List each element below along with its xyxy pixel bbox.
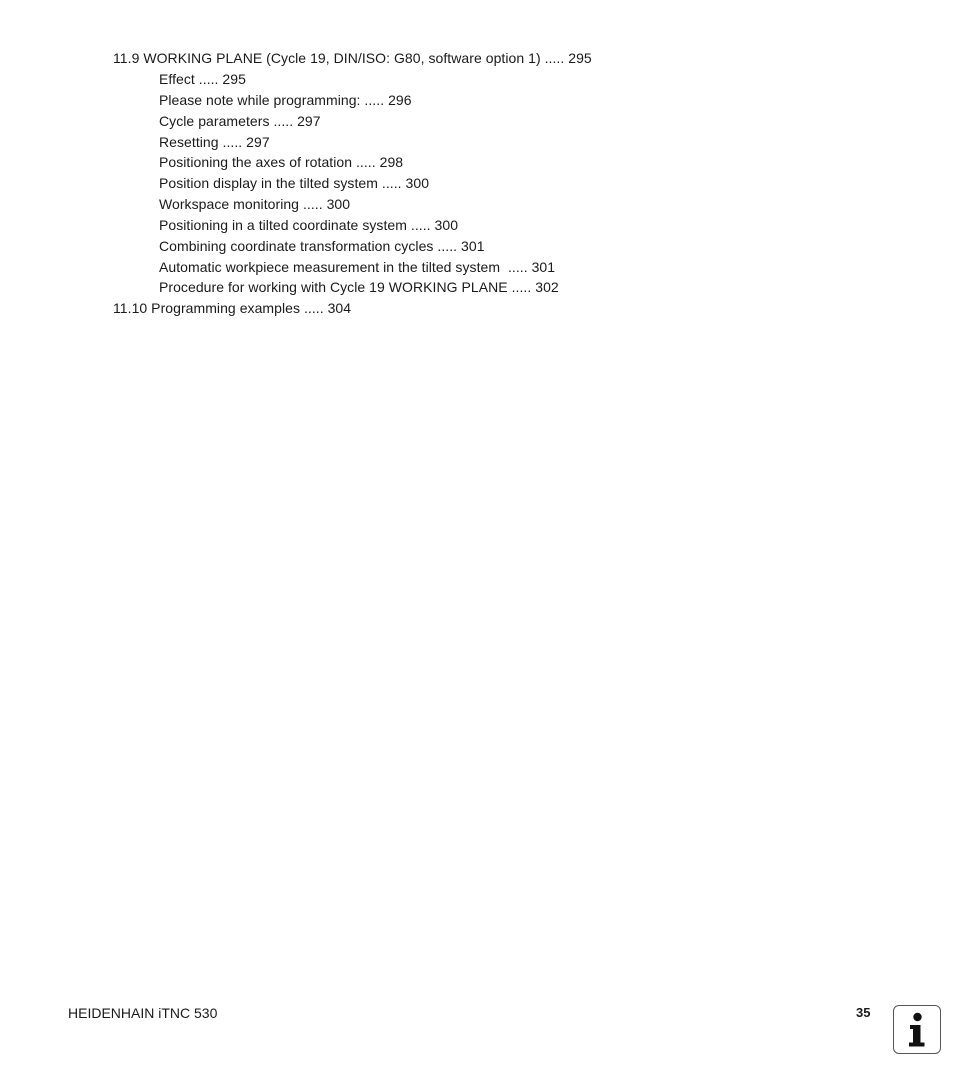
toc-section-heading[interactable]: 11.10 Programming examples ..... 304 (113, 300, 352, 316)
toc-entry[interactable]: Please note while programming: ..... 296 (159, 92, 412, 108)
toc-entry[interactable]: Procedure for working with Cycle 19 WORKING PLANE ..... 302 (159, 279, 559, 295)
toc-section-heading[interactable]: 11.9 WORKING PLANE (Cycle 19, DIN/ISO: G80, software option 1) ..... 295 (113, 50, 592, 66)
toc-entry[interactable]: Automatic workpiece measurement in the tilted system ..... 301 (159, 259, 556, 275)
toc-entry[interactable]: Cycle parameters ..... 297 (159, 113, 321, 129)
info-icon (893, 1005, 941, 1054)
toc-entry[interactable]: Position display in the tilted system ..... 300 (159, 175, 430, 191)
toc-entry[interactable]: Resetting ..... 297 (159, 134, 270, 150)
page-number: 35 (856, 1005, 871, 1020)
toc-entry[interactable]: Workspace monitoring ..... 300 (159, 196, 351, 212)
footer-manual-title: HEIDENHAIN iTNC 530 (68, 1005, 218, 1021)
toc-entry[interactable]: Combining coordinate transformation cycles ..... 301 (159, 238, 485, 254)
toc-entry[interactable]: Effect ..... 295 (159, 71, 246, 87)
toc-entry[interactable]: Positioning in a tilted coordinate system ..... 300 (159, 217, 459, 233)
toc-entry[interactable]: Positioning the axes of rotation ..... 298 (159, 154, 404, 170)
